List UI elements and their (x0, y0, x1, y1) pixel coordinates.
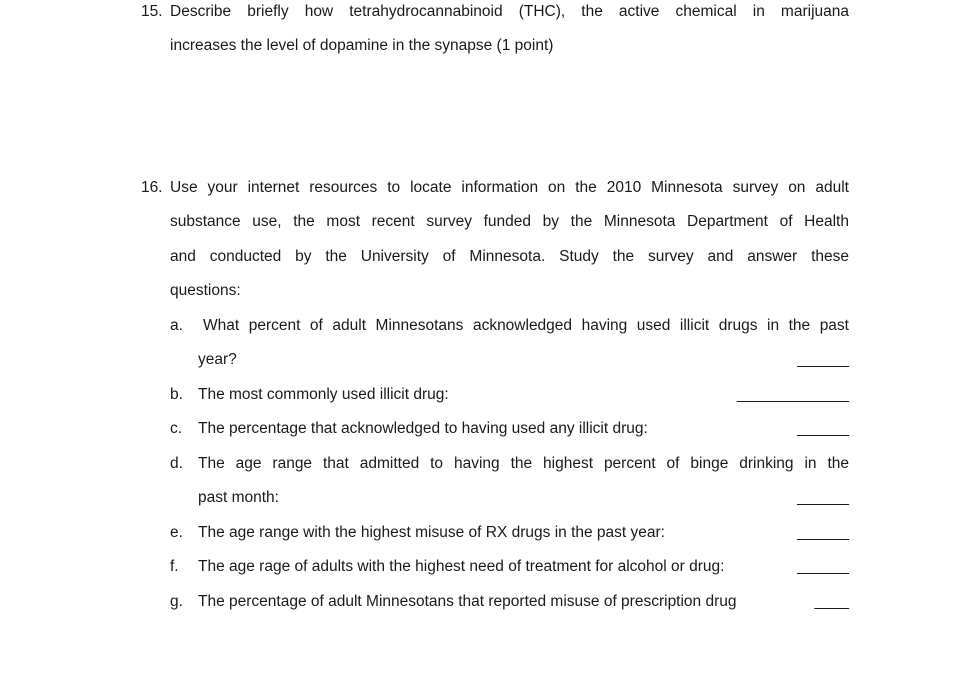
sub-question-text: The percentage that acknowledged to having used any illicit drug: (198, 420, 648, 437)
sub-question-text: What percent of adult Minnesotans acknowledged having used illicit drugs in the past (203, 317, 849, 334)
question-text-line: increases the level of dopamine in the synapse (1 point) (170, 37, 554, 54)
question-text-line: Use your internet resources to locate information on the 2010 Minnesota survey on adult (170, 179, 849, 196)
sub-question-letter: b. (170, 386, 183, 403)
answer-blank: ______ (797, 524, 849, 541)
sub-question-text: The age range that admitted to having the highest percent of binge drinking in the (198, 455, 849, 472)
question-number: 16. (141, 179, 163, 196)
sub-question-text: The age rage of adults with the highest need of treatment for alcohol or drug: (198, 558, 725, 575)
question-text-line: Describe briefly how tetrahydrocannabinoid (THC), the active chemical in marijuana (170, 3, 849, 20)
sub-question-letter: a. (170, 317, 183, 334)
question-number: 15. (141, 3, 163, 20)
sub-question-text: The most commonly used illicit drug: (198, 386, 449, 403)
sub-question-text: The percentage of adult Minnesotans that reported misuse of prescription drug (198, 593, 737, 610)
sub-question-text: past month: (198, 489, 279, 506)
answer-blank: ____ (814, 593, 849, 610)
answer-blank: ______ (797, 351, 849, 368)
question-text-line: questions: (170, 282, 241, 299)
sub-question-letter: c. (170, 420, 183, 437)
answer-blank: _____________ (736, 386, 849, 403)
question-text-line: substance use, the most recent survey funded by the Minnesota Department of Health (170, 213, 849, 230)
sub-question-letter: g. (170, 593, 183, 610)
sub-question-letter: f. (170, 558, 179, 575)
answer-blank: ______ (797, 420, 849, 437)
question-text-line: and conducted by the University of Minnesota. Study the survey and answer these (170, 248, 849, 265)
sub-question-text: year? (198, 351, 237, 368)
sub-question-text: The age range with the highest misuse of RX drugs in the past year: (198, 524, 665, 541)
sub-question-letter: d. (170, 455, 183, 472)
answer-blank: ______ (797, 558, 849, 575)
answer-blank: ______ (797, 489, 849, 506)
sub-question-letter: e. (170, 524, 183, 541)
